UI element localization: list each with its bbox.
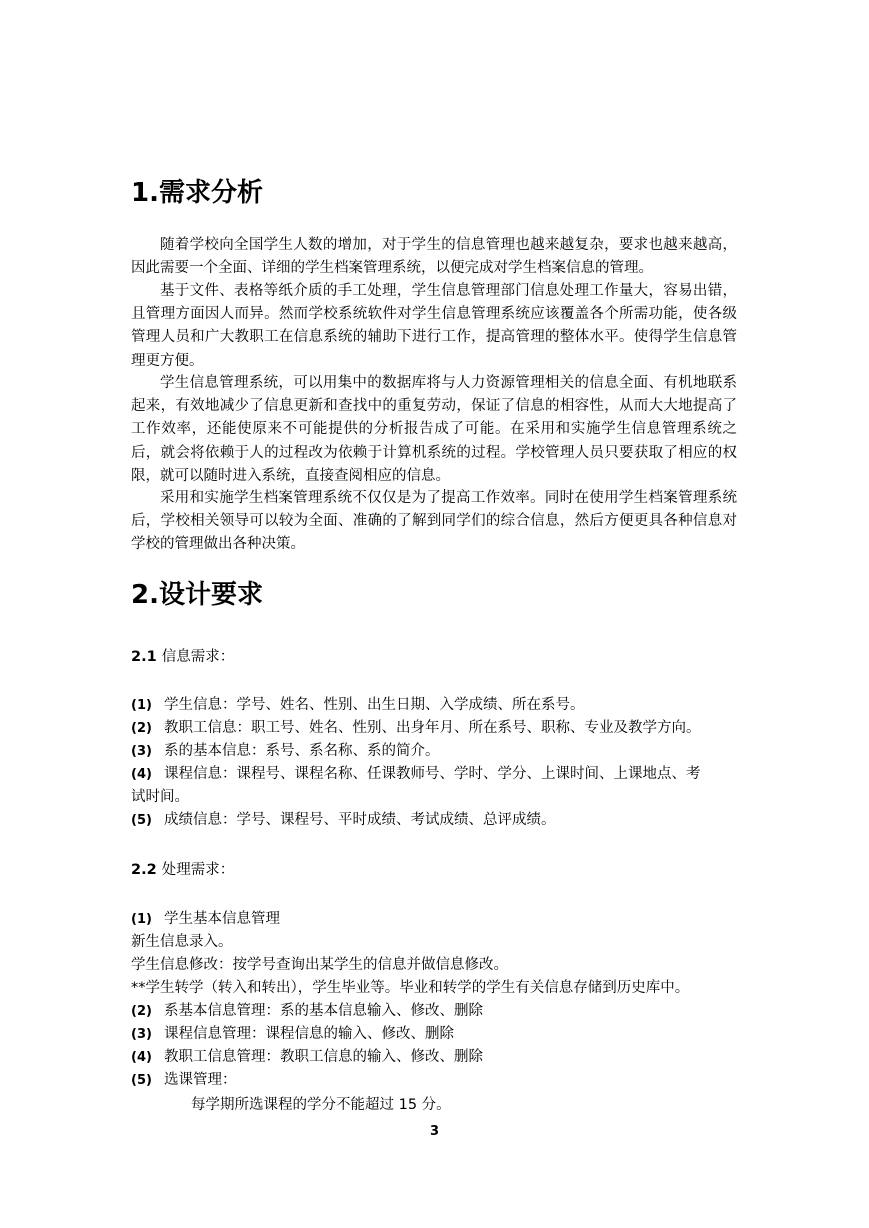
list-item [131, 809, 737, 832]
processing-detail-line: **学生转学（转入和转出），学生毕业等。毕业和转学的学生有关信息存储到历史库中。 [131, 980, 690, 996]
list-item-continuation [131, 786, 737, 809]
processing-requirements-list-1 [131, 908, 737, 931]
section-1-paragraph-4: 采用和实施学生档案管理系统不仅仅是为了提高工作效率。同时在使用学生档案管理系统后，学校相关领导可以较为全面、准确的了解到同学们的综合信息，然后方便更具各种信息对学校的管理做出各种决策。 [131, 490, 737, 553]
page-number: 3 [429, 1124, 440, 1139]
subsection-title: 处理需求： [161, 862, 235, 878]
section-2-heading: 2.设计要求 [131, 580, 263, 610]
item-number: (1) [131, 912, 152, 927]
list-item [131, 694, 737, 717]
subsection-2-1-heading [131, 647, 234, 667]
item-number: (3) [131, 1027, 152, 1042]
item-text: 课程信息管理：课程信息的输入、修改、删除 [164, 1026, 454, 1042]
list-item [131, 740, 737, 763]
item-text: 系基本信息管理：系的基本信息输入、修改、删除 [164, 1003, 483, 1019]
item-number: (4) [131, 767, 152, 782]
list-item [131, 763, 737, 786]
list-item [131, 1069, 737, 1092]
processing-requirements-list-2 [131, 1000, 737, 1092]
list-item [131, 908, 737, 931]
section-1-paragraph-3: 学生信息管理系统，可以用集中的数据库将与人力资源管理相关的信息全面、有机地联系起来，有效地减少了信息更新和查找中的重复劳动，保证了信息的相容性，从而大大地提高了工作效率，还能使原来不可能提供的分析报告成了可能。在采用和实施学生信息管理系统之后，就会将依赖于人的过程改为依赖于计算机系统的过程。学校管理人员只要获取了相应的权限，就可以随时进入系统，直接查阅相应的信息。 [131, 375, 737, 484]
item-number: (5) [131, 1073, 152, 1088]
item-number: (3) [131, 744, 152, 759]
item-text: 学生信息：学号、姓名、性别、出生日期、入学成绩、所在系号。 [164, 697, 585, 713]
list-item [131, 1046, 737, 1069]
item-text: 试时间。 [131, 789, 189, 805]
item-text: 选课管理： [164, 1072, 237, 1088]
item-text: 课程信息：课程号、课程名称、任课教师号、学时、学分、上课时间、上课地点、考 [164, 766, 701, 782]
info-requirements-list [131, 694, 737, 832]
item-number: (5) [131, 813, 152, 828]
course-selection-note: 每学期所选课程的学分不能超过 15 分。 [191, 1097, 451, 1113]
item-number: (2) [131, 1004, 152, 1019]
item-text: 系的基本信息：系号、系名称、系的简介。 [164, 743, 440, 759]
subsection-number: 2.1 [131, 649, 157, 665]
item-text: 学生基本信息管理 [164, 911, 280, 927]
subsection-2-2-heading [131, 860, 234, 880]
list-item [131, 1023, 737, 1046]
processing-detail-line: 学生信息修改：按学号查询出某学生的信息并做信息修改。 [131, 957, 508, 973]
item-number: (1) [131, 698, 152, 713]
section-1-paragraph-2: 基于文件、表格等纸介质的手工处理，学生信息管理部门信息处理工作量大，容易出错，且管理方面因人而异。然而学校系统软件对学生信息管理系统应该覆盖各个所需功能，使各级管理人员和广大教职工在信息系统的辅助下进行工作，提高管理的整体水平。使得学生信息管理更方便。 [131, 283, 737, 369]
item-number: (4) [131, 1050, 152, 1065]
subsection-number: 2.2 [131, 862, 157, 878]
item-text: 成绩信息：学号、课程号、平时成绩、考试成绩、总评成绩。 [164, 812, 556, 828]
processing-detail-line: 新生信息录入。 [131, 934, 233, 950]
item-text: 教职工信息：职工号、姓名、性别、出身年月、所在系号、职称、专业及教学方向。 [164, 720, 701, 736]
section-1-paragraph-1: 随着学校向全国学生人数的增加，对于学生的信息管理也越来越复杂，要求也越来越高，因此需要一个全面、详细的学生档案管理系统，以便完成对学生档案信息的管理。 [131, 237, 737, 277]
list-item [131, 1000, 737, 1023]
section-1-heading: 1.需求分析 [131, 178, 263, 208]
subsection-title: 信息需求： [161, 649, 235, 665]
item-number: (2) [131, 721, 152, 736]
item-text: 教职工信息管理：教职工信息的输入、修改、删除 [164, 1049, 483, 1065]
list-item [131, 717, 737, 740]
